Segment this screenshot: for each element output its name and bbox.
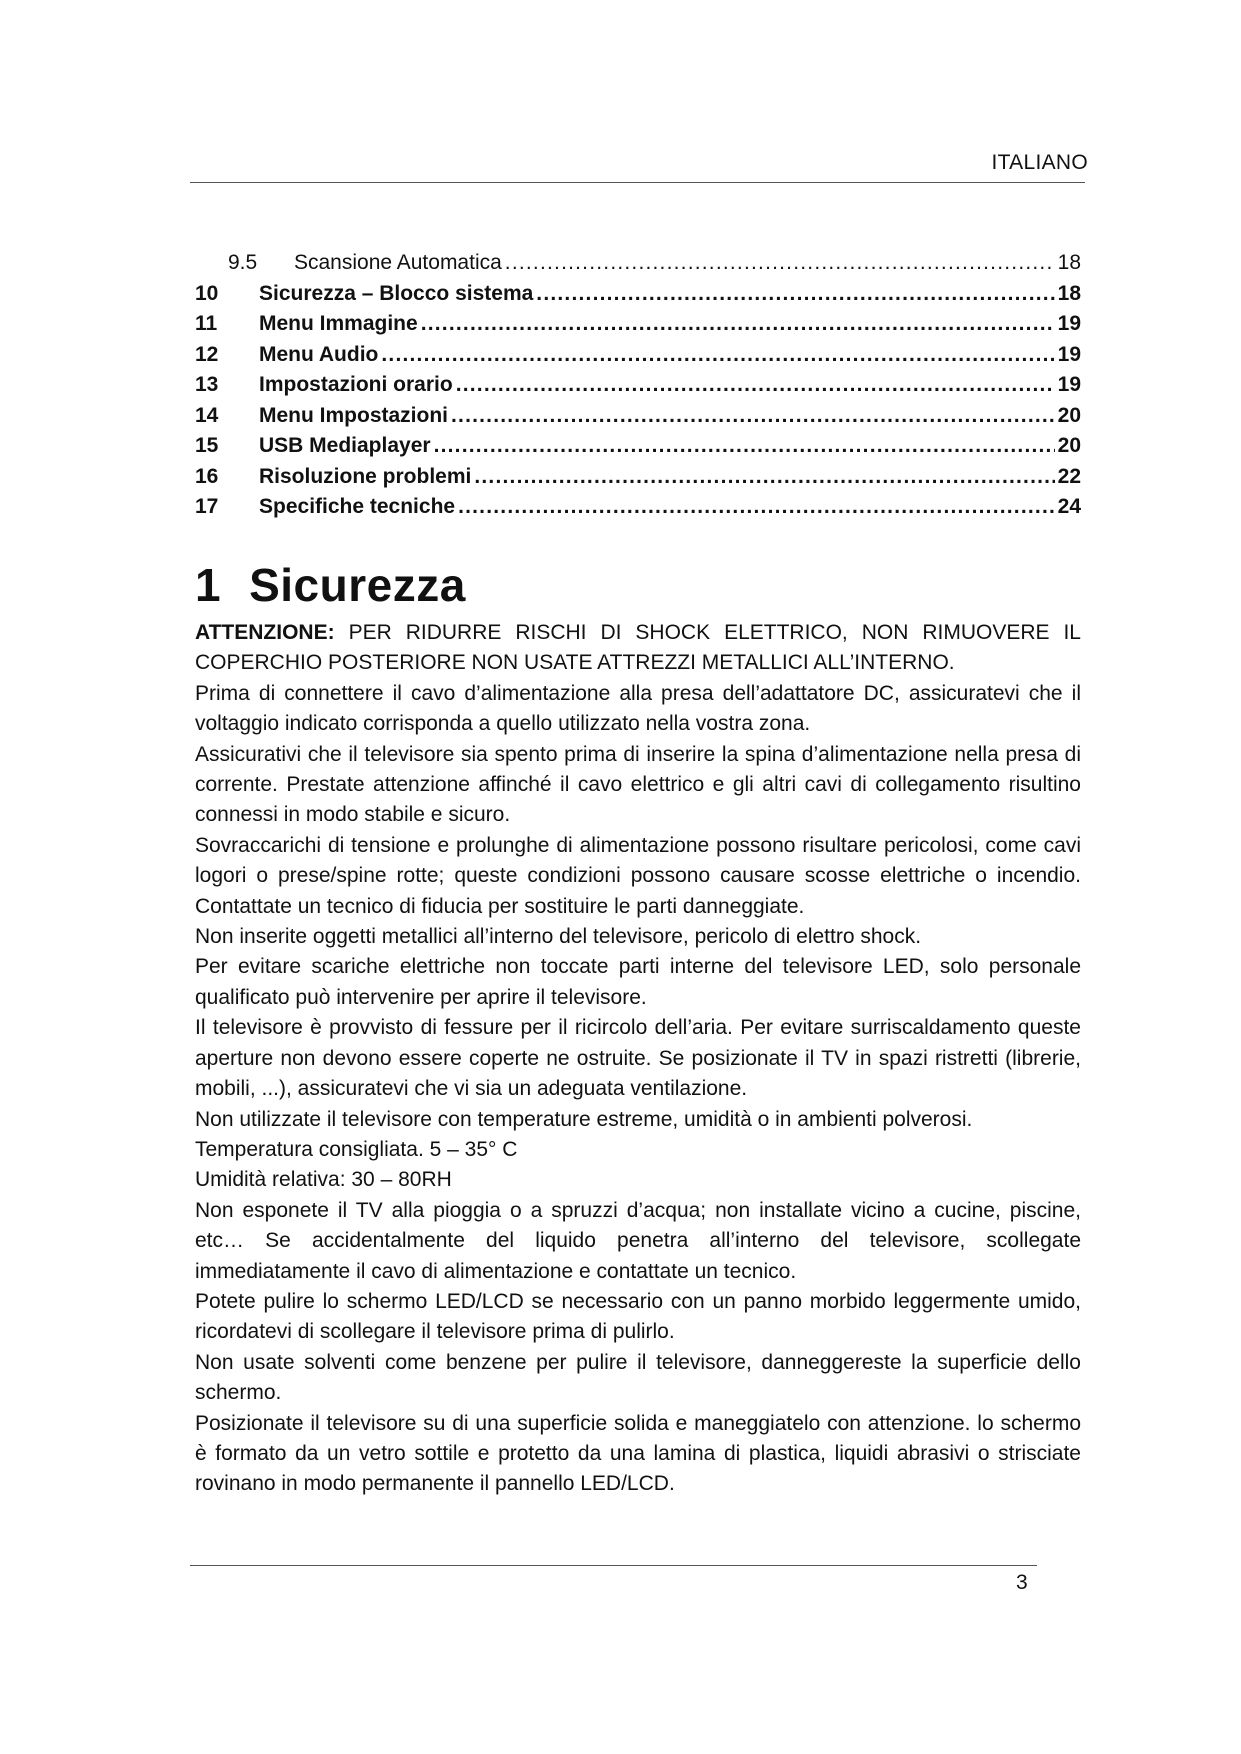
header-rule <box>190 182 1085 183</box>
toc-entry-title: Scansione Automatica <box>294 251 502 274</box>
section-heading <box>195 555 466 615</box>
toc-entry-number: 11 <box>195 312 218 335</box>
toc-entry-title: Risoluzione problemi <box>259 464 472 488</box>
body-paragraph: Non usate solventi come benzene per pulire il televisore, danneggereste la superficie dello schermo. <box>195 1350 1081 1405</box>
toc-dot-leader <box>451 401 1055 432</box>
footer-rule <box>190 1565 1037 1566</box>
toc-dot-leader <box>474 462 1054 493</box>
toc-entry-title: Menu Immagine <box>259 312 418 335</box>
body-paragraph: Non esponete il TV alla pioggia o a spruzzi d’acqua; non installate vicino a cucine, piscine, etc… Se accidentalmente del liquido penetra all’interno del televisore, scollegate immediatamente il cavo di alimentazione e contattate un tecnico. <box>195 1198 1081 1283</box>
toc-entry[interactable] <box>195 340 1081 371</box>
page-number: 3 <box>1016 1571 1028 1594</box>
toc-dot-leader <box>458 492 1055 523</box>
toc-entry[interactable] <box>195 370 1081 401</box>
header-language-label: ITALIANO <box>991 151 1088 174</box>
toc-entry-title: Menu Impostazioni <box>259 403 448 427</box>
toc-entry[interactable] <box>195 248 1081 279</box>
toc-entry-page: 19 <box>1057 342 1081 366</box>
toc-entry-number: 17 <box>195 495 219 518</box>
body-paragraph: Temperatura consigliata. 5 – 35° C <box>195 1137 518 1161</box>
toc-entry[interactable] <box>195 431 1081 462</box>
toc-entry-page: 24 <box>1057 495 1081 518</box>
body-paragraph: Umidità relativa: 30 – 80RH <box>195 1168 452 1192</box>
toc-dot-leader <box>434 431 1055 462</box>
body-paragraph: Potete pulire lo schermo LED/LCD se necessario con un panno morbido leggermente umido, ricordatevi di scollegare il televisore prima di pulirlo. <box>195 1289 1081 1344</box>
toc-entry-page: 18 <box>1057 281 1081 305</box>
body-paragraph: Non inserite oggetti metallici all’interno del televisore, pericolo di elettro shock. <box>195 925 922 949</box>
toc-entry-page: 22 <box>1057 464 1081 488</box>
body-paragraph: Prima di connettere il cavo d’alimentazione alla presa dell’adattatore DC, assicuratevi che il voltaggio indicato corrisponda a quello utilizzato nella vostra zona. <box>195 681 1081 736</box>
toc-entry-number: 14 <box>195 403 219 427</box>
section-title: Sicurezza <box>249 559 466 611</box>
toc-entry-page: 19 <box>1057 312 1081 335</box>
toc-entry[interactable] <box>195 401 1081 432</box>
toc-entry-number: 13 <box>195 373 219 396</box>
body-paragraph: Per evitare scariche elettriche non toccate parti interne del televisore LED, solo personale qualificato può intervenire per aprire il televisore. <box>195 955 1081 1009</box>
toc-entry-number: 16 <box>195 464 219 488</box>
table-of-contents <box>195 248 1081 523</box>
toc-entry[interactable] <box>195 492 1081 523</box>
toc-entry-number: 9.5 <box>228 251 258 274</box>
toc-entry-title: Specifiche tecniche <box>259 495 456 518</box>
body-paragraph: Assicurativi che il televisore sia spento prima di inserire la spina d’alimentazione nella presa di corrente. Prestate attenzione affinché il cavo elettrico e gli altri cavi di collegamento risultino connessi in modo stabile e sicuro. <box>195 742 1081 827</box>
toc-entry-title: Sicurezza – Blocco sistema <box>259 281 534 305</box>
toc-entry-page: 18 <box>1057 251 1081 274</box>
body-paragraph: Il televisore è provvisto di fessure per il ricircolo dell’aria. Per evitare surriscaldamento queste aperture non devono essere coperte ne ostruite. Se posizionate il TV in spazi ristretti (librerie, mobili, ...), assicuratevi che vi sia un adeguata ventilazione. <box>195 1016 1081 1101</box>
section-body <box>195 618 1081 1500</box>
toc-entry[interactable] <box>195 462 1081 493</box>
toc-entry-title: USB Mediaplayer <box>259 434 431 457</box>
toc-entry[interactable] <box>195 279 1081 310</box>
toc-entry-number: 10 <box>195 281 219 305</box>
toc-dot-leader <box>421 309 1055 340</box>
toc-dot-leader <box>456 370 1055 401</box>
warning-label: ATTENZIONE: <box>195 621 335 644</box>
toc-entry-page: 20 <box>1057 403 1081 427</box>
toc-entry-page: 19 <box>1057 373 1081 396</box>
toc-entry-title: Menu Audio <box>259 342 379 366</box>
body-paragraph: Sovraccarichi di tensione e prolunghe di alimentazione possono risultare pericolosi, come cavi logori o prese/spine rotte; queste condizioni possono causare scosse elettriche o incendio. Contattate un tecnico di fiducia per sostituire le parti danneggiate. <box>195 833 1081 918</box>
warning-paragraph <box>195 618 1081 679</box>
toc-entry-number: 12 <box>195 342 219 366</box>
body-paragraph: Non utilizzate il televisore con temperature estreme, umidità o in ambienti polverosi. <box>195 1107 973 1131</box>
toc-dot-leader <box>381 340 1054 371</box>
section-number: 1 <box>195 559 222 611</box>
body-paragraph: Posizionate il televisore su di una superficie solida e maneggiatelo con attenzione. lo schermo è formato da un vetro sottile e protetto da una lamina di plastica, liquidi abrasivi o strisciate rovinano in modo permanente il pannello LED/LCD. <box>195 1411 1081 1496</box>
toc-entry-title: Impostazioni orario <box>259 373 453 396</box>
toc-dot-leader <box>536 279 1054 310</box>
toc-entry[interactable] <box>195 309 1081 340</box>
toc-entry-page: 20 <box>1057 434 1081 457</box>
warning-text: PER RIDURRE RISCHI DI SHOCK ELETTRICO, NON RIMUOVERE IL COPERCHIO POSTERIORE NON USATE ATTREZZI METALLICI ALL’INTERNO. <box>195 621 1081 675</box>
toc-dot-leader <box>505 248 1055 279</box>
toc-entry-number: 15 <box>195 434 219 457</box>
